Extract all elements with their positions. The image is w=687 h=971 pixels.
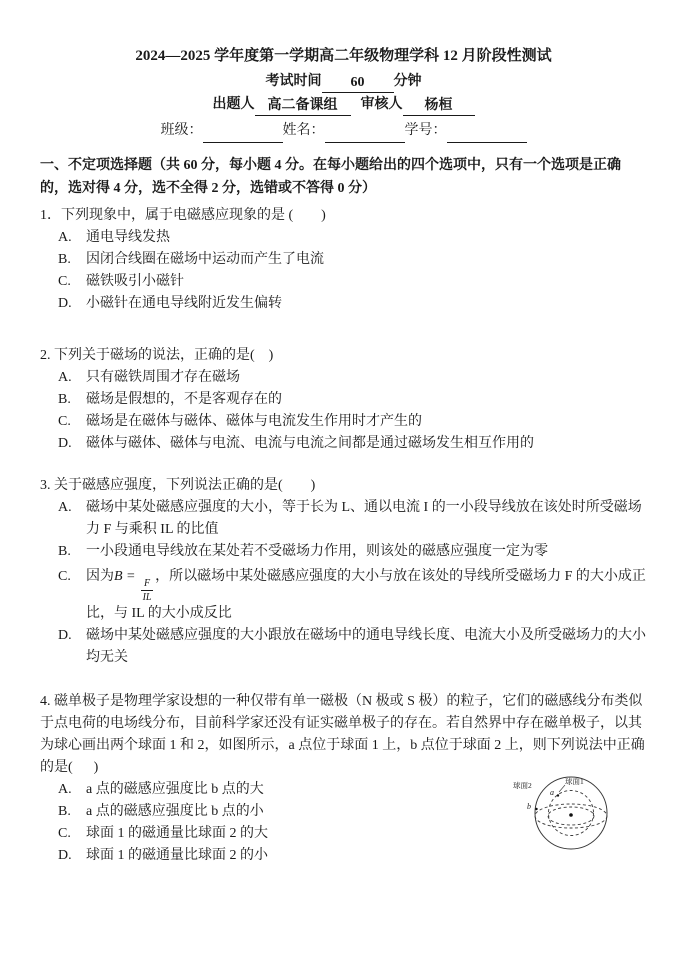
question-stem-text: 下列关于磁场的说法，正确的是( ) — [54, 348, 274, 363]
option-label: B. — [58, 804, 71, 819]
setter-reviewer-line — [40, 93, 647, 116]
question-stem-text: 关于磁感应强度，下列说法正确的是( ) — [54, 478, 316, 493]
question-1-stem — [40, 205, 647, 227]
option-label: A. — [58, 370, 72, 385]
question-4-option-a — [40, 779, 370, 801]
question-1-option-a — [40, 227, 647, 249]
option-label: D. — [58, 628, 72, 643]
section-heading: 一、不定项选择题（共 60 分，每小题 4 分。在每小题给出的四个选项中，只有一个选项是正确的，选对得 4 分，选不全得 2 分，选错或不答得 0 分） — [40, 158, 621, 196]
formula-numerator: F — [141, 578, 153, 591]
question-1-option-d — [40, 293, 647, 315]
outer-sphere-circle — [535, 777, 607, 849]
exam-duration-label: 考试时间 — [265, 74, 322, 89]
student-id-blank-underline — [447, 142, 527, 143]
option-label: D. — [58, 848, 72, 863]
sphere-1-leader-line — [559, 785, 565, 792]
question-2-option-c — [40, 411, 647, 433]
question-3-option-c — [40, 566, 647, 625]
question-4-option-d — [40, 845, 370, 867]
option-label: A. — [58, 230, 72, 245]
question-3 — [40, 475, 647, 669]
question-number: 1． — [40, 208, 61, 223]
reviewer-value: 杨桓 — [424, 98, 453, 113]
option-text: 因闭合线圈在磁场中运动而产生了电流 — [86, 252, 324, 267]
option-label: B. — [58, 544, 71, 559]
formula-denominator: IL — [142, 592, 152, 603]
point-a-label: a — [550, 788, 554, 797]
formula-prefix-text: 因为 — [86, 569, 114, 584]
exam-duration-value: 60 — [350, 75, 365, 90]
option-label: B. — [58, 252, 71, 267]
option-text: 磁体与磁体、磁体与电流、电流与电流之间都是通过磁场发生相互作用的 — [86, 436, 534, 451]
question-1-option-b — [40, 249, 647, 271]
reviewer-label: 审核人 — [360, 97, 403, 112]
point-b-dot — [535, 808, 537, 810]
question-1-option-c — [40, 271, 647, 293]
option-label: D. — [58, 436, 72, 451]
question-3-option-d — [40, 625, 647, 669]
student-id-label: 学号： — [404, 123, 447, 138]
setter-label: 出题人 — [212, 97, 255, 112]
option-text: 球面 1 的磁通量比球面 2 的小 — [86, 848, 268, 863]
sphere-1-label: 球面1 — [565, 777, 584, 786]
question-stem-text: 下列现象中，属于电磁感应现象的是 ( ) — [61, 208, 326, 223]
setter-value: 高二备课组 — [267, 98, 338, 113]
option-text: 磁场是在磁体与磁体、磁体与电流发生作用时才产生的 — [86, 414, 422, 429]
option-text: 磁场中某处磁感应强度的大小，等于长为 L、通以电流 I 的一小段导线放在该处时所受磁场力 F 与乘积 IL 的比值 — [86, 500, 642, 537]
exam-duration-unit: 分钟 — [393, 74, 422, 89]
option-label: C. — [58, 569, 71, 584]
point-b-label: b — [527, 802, 531, 811]
question-4-body — [40, 779, 647, 867]
class-blank-underline — [203, 142, 283, 143]
option-text: a 点的磁感应强度比 b 点的小 — [86, 804, 264, 819]
question-number: 2. — [40, 348, 54, 363]
monopole-spheres-figure — [503, 765, 645, 861]
setter-value-underline — [255, 96, 351, 116]
question-4-option-c — [40, 823, 370, 845]
option-label: A. — [58, 500, 72, 515]
name-label: 姓名： — [282, 123, 325, 138]
question-4-option-b — [40, 801, 370, 823]
formula-fraction-f-over-il — [141, 578, 153, 603]
option-text-with-formula — [86, 566, 647, 625]
formula-suffix-text: ，所以磁场中某处磁感应强度的大小与放在该处的导线所受磁场力 F 的大小成正比，与 IL 的大小成反比 — [86, 569, 646, 621]
option-label: D. — [58, 296, 72, 311]
exam-duration-value-underline — [322, 73, 394, 93]
option-text: a 点的磁感应强度比 b 点的大 — [86, 782, 264, 797]
question-3-option-a — [40, 497, 647, 541]
exam-title: 2024—2025 学年度第一学期高二年级物理学科 12 月阶段性测试 — [135, 48, 552, 64]
formula-lhs: B = — [114, 569, 139, 584]
option-text: 一小段通电导线放在某处若不受磁场力作用，则该处的磁感应强度一定为零 — [86, 544, 548, 559]
option-label: C. — [58, 414, 71, 429]
question-4-options — [40, 779, 370, 867]
question-2-option-d — [40, 433, 647, 455]
point-a-dot — [557, 794, 559, 796]
question-number: 3. — [40, 478, 54, 493]
reviewer-value-underline — [403, 96, 475, 116]
question-number: 4. — [40, 694, 54, 709]
class-label: 班级： — [160, 123, 203, 138]
exam-duration-line — [40, 70, 647, 93]
question-2-stem — [40, 345, 647, 367]
question-1 — [40, 205, 647, 315]
option-label: A. — [58, 782, 72, 797]
question-stem-text: 磁单极子是物理学家设想的一种仅带有单一磁极（N 极或 S 极）的粒子，它们的磁感线分布类似于点电荷的电场线分布，目前科学家还没有证实磁单极子的存在。若自然界中存在磁单极子，以其为球心画出两个球面 1 和 2，如图所示，a 点位于球面 1 上，b 点位于球面 2 上，则下列说法中正确的是( ) — [40, 694, 645, 775]
student-info-line — [40, 119, 647, 143]
question-2-option-b — [40, 389, 647, 411]
question-4 — [40, 691, 647, 867]
question-3-option-b — [40, 541, 647, 563]
option-text: 通电导线发热 — [86, 230, 170, 245]
option-text: 只有磁铁周围才存在磁场 — [86, 370, 240, 385]
option-text: 小磁针在通电导线附近发生偏转 — [86, 296, 282, 311]
question-2 — [40, 345, 647, 455]
spheres-diagram-svg — [503, 765, 645, 861]
question-2-option-a — [40, 367, 647, 389]
inner-sphere-circle — [549, 791, 594, 836]
sphere-2-label: 球面2 — [513, 781, 532, 790]
question-3-stem — [40, 475, 647, 497]
option-text: 磁铁吸引小磁针 — [86, 274, 184, 289]
option-text: 磁场是假想的，不是客观存在的 — [86, 392, 282, 407]
option-label: B. — [58, 392, 71, 407]
option-label: C. — [58, 826, 71, 841]
name-blank-underline — [325, 142, 405, 143]
option-text: 磁场中某处磁感应强度的大小跟放在磁场中的通电导线长度、电流大小及所受磁场力的大小均无关 — [86, 628, 646, 665]
monopole-center-dot — [569, 813, 573, 817]
option-text: 球面 1 的磁通量比球面 2 的大 — [86, 826, 268, 841]
option-label: C. — [58, 274, 71, 289]
